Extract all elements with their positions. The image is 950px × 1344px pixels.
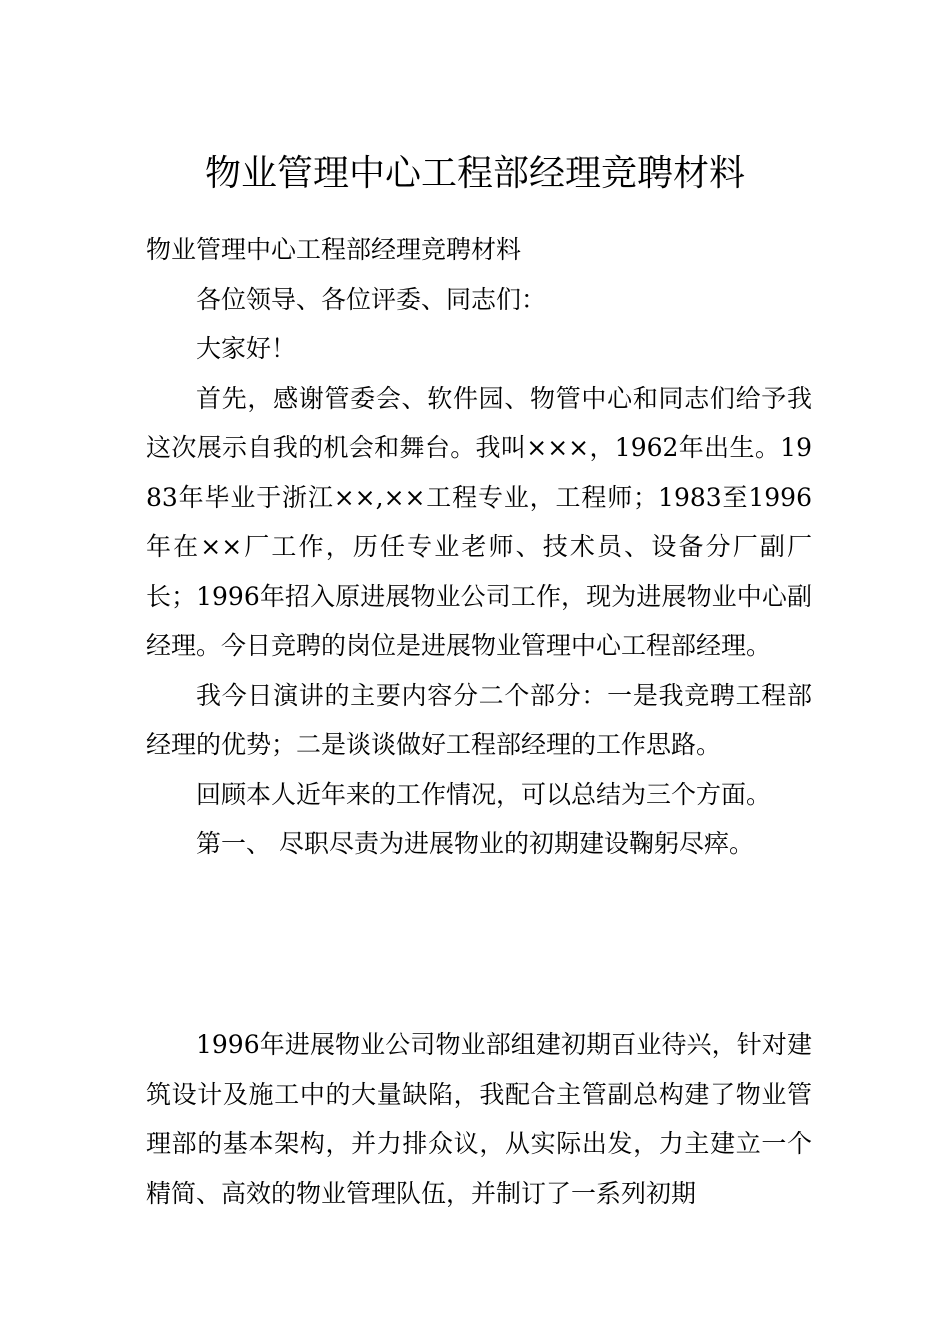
hello-paragraph: 大家好！ [196,334,297,363]
greeting-paragraph: 各位领导、各位评委、同志们： [196,284,547,314]
intro-paragraph: 首先，感谢管委会、软件园、物管中心和同志们给予我这次展示自我的机会和舞台。我叫×××，1962年出生。1983年毕业于浙江××,××工程专业，工程师；1983至1996年在××厂工作，历任专业老师、技术员、设备分厂副厂长；1996年招入原进展物业公司工作，现为进展物业中心副经理。今日竞聘的岗位是进展物业管理中心工程部经理。 [146,383,812,660]
review-paragraph: 回顾本人近年来的工作情况，可以总结为三个方面。 [196,779,772,809]
history-paragraph: 1996年进展物业公司物业部组建初期百业待兴，针对建筑设计及施工中的大量缺陷，我配合主管副总构建了物业管理部的基本架构，并力排众议，从实际出发，力主建立一个精简、高效的物业管理队伍，并制订了一系列初期 [146,1030,812,1208]
body-section-top [146,225,812,869]
outline-paragraph: 我今日演讲的主要内容分二个部分：一是我竞聘工程部经理的优势；二是谈谈做好工程部经理的工作思路。 [146,680,812,759]
subtitle-paragraph: 物业管理中心工程部经理竞聘材料 [146,235,522,264]
section-one-heading: 第一、 尽职尽责为进展物业的初期建设鞠躬尽瘁。 [196,829,754,858]
document-title: 物业管理中心工程部经理竞聘材料 [204,153,745,195]
body-section-bottom [146,1020,812,1218]
